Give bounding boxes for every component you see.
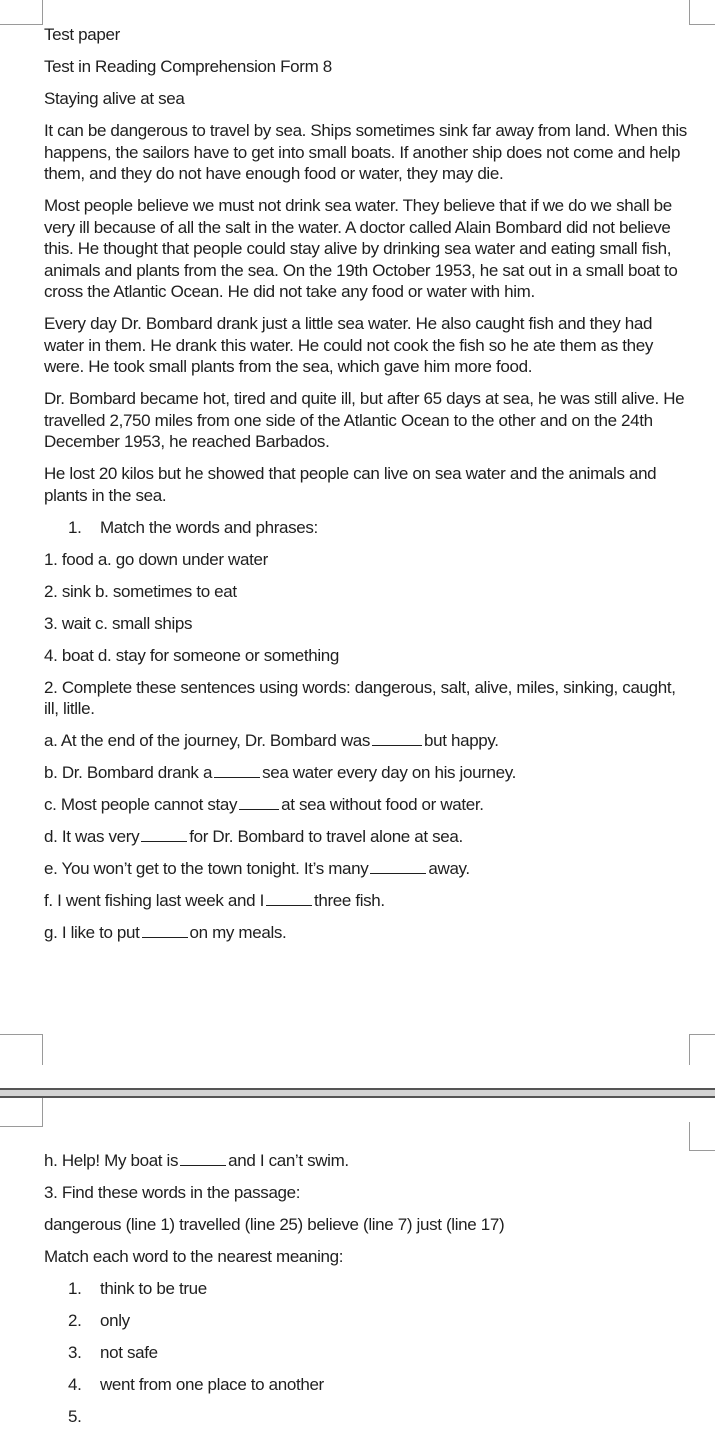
task-1-title	[44, 517, 689, 539]
match-item: 3. wait c. small ships	[44, 613, 193, 633]
meaning-item	[44, 1406, 689, 1428]
passage-paragraph: Every day Dr. Bombard drank just a little sea water. He also caught fish and they had water in them. He drank this water. He could not cook the fish so he ate them as they were. He took small plants from the sea, which gave him more food.	[44, 314, 654, 376]
answer-blank[interactable]	[372, 731, 422, 746]
passage-paragraph: It can be dangerous to travel by sea. Ships sometimes sink far away from land. When this happens, the sailors have to get into small boats. If another ship does not come and help them, and they do not have enough food or water, they may die.	[44, 121, 687, 183]
document-subheading: Test in Reading Comprehension Form 8	[44, 57, 332, 76]
list-number: 5.	[68, 1407, 82, 1426]
sentence-end: for Dr. Bombard to travel alone at sea.	[189, 827, 463, 846]
task-2-title: 2. Complete these sentences using words: dangerous, salt, alive, miles, sinking, caught, ill, litlle.	[44, 677, 676, 718]
passage-title: Staying alive at sea	[44, 89, 185, 108]
task-3-instruction: Match each word to the nearest meaning:	[44, 1247, 344, 1266]
sentence-start: f. I went fishing last week and I	[44, 891, 264, 910]
sentence-end: but happy.	[424, 731, 499, 750]
fill-sentence	[44, 1150, 689, 1172]
task-3-title: 3. Find these words in the passage:	[44, 1183, 301, 1202]
fill-sentence	[44, 794, 689, 816]
document-page-2	[0, 1098, 715, 1436]
fill-sentence	[44, 730, 689, 752]
list-number: 1.	[68, 1279, 82, 1298]
match-item: 4. boat d. stay for someone or something	[44, 645, 340, 665]
meaning-text: went from one place to another	[100, 1375, 324, 1394]
meaning-item	[44, 1278, 689, 1300]
sentence-start: c. Most people cannot stay	[44, 795, 238, 814]
list-number: 3.	[68, 1343, 82, 1362]
sentence-end: three fish.	[313, 891, 385, 910]
corner-mark-top-right	[689, 1122, 715, 1151]
meaning-item	[44, 1374, 689, 1396]
sentence-start: d. It was very	[44, 827, 140, 846]
task-title-text: Match the words and phrases:	[100, 517, 318, 537]
answer-blank[interactable]	[239, 795, 279, 810]
document-heading: Test paper	[44, 25, 120, 44]
fill-sentence	[44, 922, 689, 944]
passage-paragraph: He lost 20 kilos but he showed that people can live on sea water and the animals and plants in the sea.	[44, 464, 657, 505]
answer-blank[interactable]	[370, 859, 426, 874]
page-2-content	[44, 1150, 689, 1436]
meaning-item	[44, 1310, 689, 1332]
sentence-start: a. At the end of the journey, Dr. Bombard was	[44, 731, 371, 750]
task-3-words: dangerous (line 1) travelled (line 25) believe (line 7) just (line 17)	[44, 1215, 505, 1234]
passage-paragraph: Dr. Bombard became hot, tired and quite ill, but after 65 days at sea, he was still alive. He travelled 2,750 miles from one side of the Atlantic Ocean to the other and on the 24th December 1953, he reached Barbados.	[44, 389, 685, 451]
corner-mark-bottom-right	[689, 1034, 715, 1065]
sentence-start: e. You won’t get to the town tonight. It’s many	[44, 859, 369, 878]
meaning-text: think to be true	[100, 1279, 207, 1298]
match-item: 2. sink b. sometimes to eat	[44, 581, 237, 601]
answer-blank[interactable]	[141, 827, 187, 842]
list-number: 1.	[68, 517, 82, 537]
match-item: 1. food a. go down under water	[44, 549, 268, 569]
meaning-text: not safe	[100, 1343, 158, 1362]
sentence-start: g. I like to put	[44, 923, 140, 942]
sentence-end: sea water every day on his journey.	[262, 763, 516, 782]
fill-sentence	[44, 858, 689, 880]
answer-blank[interactable]	[266, 891, 312, 906]
sentence-end: away.	[428, 859, 470, 878]
sentence-start: b. Dr. Bombard drank a	[44, 763, 213, 782]
sentence-end: and I can’t swim.	[228, 1151, 349, 1170]
sentence-start: h. Help! My boat is	[44, 1151, 179, 1170]
corner-mark-top-left	[0, 0, 43, 25]
corner-mark-top-left	[0, 1098, 43, 1127]
meaning-item	[44, 1342, 689, 1364]
fill-sentence	[44, 762, 689, 784]
passage-paragraph: Most people believe we must not drink sea water. They believe that if we do we shall be very ill because of all the salt in the water. A doctor called Alain Bombard did not believe this. He thought that people could stay alive by drinking sea water and eating small fish, animals and plants from the sea. On the 19th October 1953, he sat out in a small boat to cross the Atlantic Ocean. He did not take any food or water with him.	[44, 196, 678, 301]
list-number: 4.	[68, 1375, 82, 1394]
fill-sentence	[44, 826, 689, 848]
page-separator	[0, 1088, 715, 1098]
sentence-end: on my meals.	[189, 923, 287, 942]
sentence-end: at sea without food or water.	[281, 795, 484, 814]
page-1-content	[44, 24, 689, 954]
fill-sentence	[44, 890, 689, 912]
meaning-text: only	[100, 1311, 130, 1330]
list-number: 2.	[68, 1311, 82, 1330]
answer-blank[interactable]	[142, 923, 188, 938]
corner-mark-top-right	[689, 0, 715, 25]
answer-blank[interactable]	[214, 763, 260, 778]
corner-mark-bottom-left	[0, 1034, 43, 1065]
answer-blank[interactable]	[180, 1151, 226, 1166]
